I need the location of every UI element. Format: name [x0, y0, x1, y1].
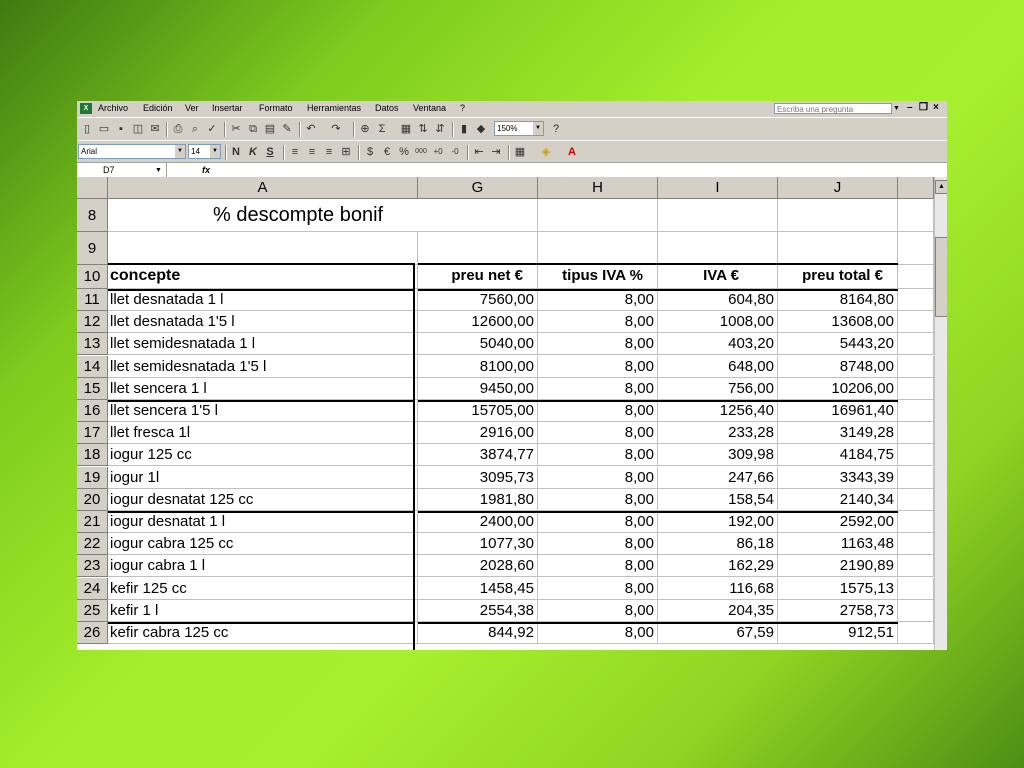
row-header[interactable]: 11 [77, 289, 108, 311]
formatting-toolbar [77, 140, 947, 163]
table-cell-j[interactable]: 16961,40 [778, 400, 898, 422]
table-cell-i[interactable]: 309,98 [658, 444, 778, 466]
table-cell-i[interactable]: 204,35 [658, 600, 778, 622]
table-cell-j[interactable]: 3343,39 [778, 467, 898, 489]
table-cell-j[interactable]: 2190,89 [778, 555, 898, 577]
border-line [108, 622, 414, 624]
header-preu-total[interactable]: preu total € [778, 265, 898, 289]
align-center-icon[interactable]: ≡ [308, 146, 316, 158]
table-cell-h[interactable]: 8,00 [538, 511, 658, 533]
border-line [418, 622, 898, 624]
name-box-dropdown-icon[interactable]: ▼ [155, 167, 162, 174]
table-cell-i[interactable]: 756,00 [658, 378, 778, 400]
table-cell-j[interactable]: 13608,00 [778, 311, 898, 333]
paste-icon[interactable]: ▤ [264, 123, 276, 135]
table-cell-h[interactable]: 8,00 [538, 600, 658, 622]
table-cell-i[interactable]: 1256,40 [658, 400, 778, 422]
table-cell-g[interactable]: 5040,00 [418, 333, 538, 355]
menu-ventana[interactable]: Ventana [413, 103, 447, 113]
font-size-select[interactable] [188, 144, 221, 159]
row-header[interactable]: 16 [77, 400, 108, 422]
thousands-icon[interactable]: 000 [415, 148, 427, 155]
column-header-k[interactable] [898, 177, 934, 199]
table-cell-i[interactable]: 403,20 [658, 333, 778, 355]
row-header[interactable]: 17 [77, 422, 108, 444]
cell-j9[interactable] [778, 232, 898, 265]
menu-ver[interactable]: Ver [185, 103, 199, 113]
redo-icon[interactable]: ↷ [331, 123, 341, 135]
table-cell-j[interactable]: 5443,20 [778, 333, 898, 355]
table-cell-j[interactable]: 1575,13 [778, 578, 898, 600]
italic-icon[interactable]: K [249, 146, 257, 158]
border-line [108, 400, 414, 402]
borders-icon[interactable]: ▦ [514, 146, 526, 158]
table-cell-a[interactable]: llet sencera 1'5 l [108, 400, 418, 422]
table-cell-h[interactable]: 8,00 [538, 333, 658, 355]
decrease-indent-icon[interactable]: ⇤ [474, 146, 484, 158]
cell-g9[interactable] [418, 232, 538, 265]
scroll-up-icon[interactable]: ▲ [935, 180, 947, 194]
table-cell-g[interactable]: 7560,00 [418, 289, 538, 311]
bold-icon[interactable]: N [232, 146, 240, 158]
cell-a9[interactable] [108, 232, 418, 265]
decrease-decimal-icon[interactable]: -0 [451, 147, 459, 156]
table-cell-a[interactable]: iogur desnatat 125 cc [108, 489, 418, 511]
table-cell-h[interactable]: 8,00 [538, 378, 658, 400]
excel-logo-icon: X [80, 103, 92, 114]
table-cell-g[interactable]: 2028,60 [418, 555, 538, 577]
table-cell-k[interactable] [898, 533, 934, 555]
table-cell-k[interactable] [898, 600, 934, 622]
table-cell-g[interactable]: 1981,80 [418, 489, 538, 511]
table-cell-a[interactable]: kefir 125 cc [108, 578, 418, 600]
table-cell-k[interactable] [898, 289, 934, 311]
cell-a8[interactable]: % descompte bonif [108, 199, 418, 232]
align-right-icon[interactable]: ≡ [325, 146, 333, 158]
menu-insertar[interactable]: Insertar [212, 103, 243, 113]
table-cell-g[interactable]: 1077,30 [418, 533, 538, 555]
font-value: Arial [81, 147, 98, 156]
vertical-border-line [413, 263, 415, 650]
table-cell-j[interactable]: 4184,75 [778, 444, 898, 466]
align-left-icon[interactable]: ≡ [291, 146, 299, 158]
cell-k9[interactable] [898, 232, 934, 265]
table-cell-a[interactable]: iogur desnatat 1 l [108, 511, 418, 533]
sort-descending-icon[interactable]: ⇵ [435, 123, 445, 135]
vertical-scrollbar[interactable] [934, 177, 947, 650]
excel-window [77, 101, 947, 650]
table-cell-k[interactable] [898, 467, 934, 489]
row-header[interactable]: 23 [77, 555, 108, 577]
currency-icon[interactable]: € [383, 146, 391, 158]
table-cell-g[interactable]: 15705,00 [418, 400, 538, 422]
close-icon[interactable]: × [933, 102, 939, 113]
table-cell-k[interactable] [898, 578, 934, 600]
row-header[interactable]: 19 [77, 467, 108, 489]
row-header[interactable]: 21 [77, 511, 108, 533]
fill-color-icon[interactable]: ◈ [541, 146, 551, 158]
font-select[interactable] [78, 144, 186, 159]
save-icon[interactable]: ▪ [119, 123, 123, 135]
autosum-icon[interactable]: Σ [378, 123, 386, 135]
font-color-icon[interactable]: A [568, 146, 576, 158]
standard-toolbar [77, 117, 947, 141]
table-cell-a[interactable]: kefir 1 l [108, 600, 418, 622]
table-cell-i[interactable]: 116,68 [658, 578, 778, 600]
header-tipus-iva[interactable]: tipus IVA % [538, 265, 658, 289]
table-cell-g[interactable]: 2916,00 [418, 422, 538, 444]
table-cell-i[interactable]: 162,29 [658, 555, 778, 577]
table-cell-g[interactable]: 12600,00 [418, 311, 538, 333]
merge-center-icon[interactable]: ⊞ [341, 146, 351, 158]
help-icon[interactable]: ? [552, 123, 560, 135]
euro-format-icon[interactable]: $ [366, 146, 374, 158]
menu-archivo[interactable]: Archivo [98, 103, 129, 113]
increase-decimal-icon[interactable]: +0 [433, 147, 443, 156]
header-concepte[interactable]: concepte [108, 265, 418, 289]
spreadsheet-grid [77, 177, 934, 650]
table-cell-a[interactable]: iogur 125 cc [108, 444, 418, 466]
table-cell-h[interactable]: 8,00 [538, 400, 658, 422]
help-dropdown-icon[interactable]: ▼ [893, 105, 900, 112]
column-header-h[interactable]: H [538, 177, 658, 199]
table-cell-h[interactable]: 8,00 [538, 467, 658, 489]
table-cell-j[interactable]: 2140,34 [778, 489, 898, 511]
border-line [418, 263, 898, 265]
table-cell-a[interactable]: iogur cabra 1 l [108, 555, 418, 577]
menu-bar [77, 101, 947, 117]
menu-herramientas[interactable]: Herramientas [307, 103, 362, 113]
cell-k10[interactable] [898, 265, 934, 289]
table-cell-g[interactable]: 844,92 [418, 622, 538, 644]
underline-icon[interactable]: S [266, 146, 274, 158]
cell-i8[interactable] [658, 199, 778, 232]
table-cell-g[interactable]: 3095,73 [418, 467, 538, 489]
function-wizard-icon[interactable]: fx [202, 165, 211, 175]
menu-formato[interactable]: Formato [259, 103, 293, 113]
table-cell-a[interactable]: llet desnatada 1 l [108, 289, 418, 311]
hyperlink-icon[interactable]: ⊕ [360, 123, 370, 135]
row-header[interactable]: 18 [77, 444, 108, 466]
column-header-j[interactable]: J [778, 177, 898, 199]
permission-icon[interactable]: ◫ [132, 123, 144, 135]
table-cell-k[interactable] [898, 422, 934, 444]
table-cell-k[interactable] [898, 444, 934, 466]
menu-edicion[interactable]: Edición [143, 103, 173, 113]
cell-h8[interactable] [538, 199, 658, 232]
format-painter-icon[interactable]: ✎ [282, 123, 292, 135]
table-cell-k[interactable] [898, 311, 934, 333]
table-cell-k[interactable] [898, 555, 934, 577]
restore-icon[interactable]: ❐ [919, 102, 928, 113]
row-header-10[interactable]: 10 [77, 265, 108, 289]
sort-ascending-icon[interactable]: ⇅ [418, 123, 428, 135]
cell-j8[interactable] [778, 199, 898, 232]
row-header[interactable]: 14 [77, 356, 108, 378]
print-preview-icon[interactable]: ⌕ [191, 123, 199, 135]
font-size-value: 14 [191, 147, 200, 156]
table-cell-k[interactable] [898, 356, 934, 378]
header-preu-net[interactable]: preu net € [418, 265, 538, 289]
table-cell-k[interactable] [898, 489, 934, 511]
table-cell-g[interactable]: 9450,00 [418, 378, 538, 400]
column-header-a[interactable]: A [108, 177, 418, 199]
table-cell-i[interactable]: 192,00 [658, 511, 778, 533]
border-line [418, 289, 898, 291]
border-line [108, 289, 414, 291]
zoom-dropdown-icon[interactable]: ▼ [533, 122, 543, 135]
row-header[interactable]: 12 [77, 311, 108, 333]
table-cell-h[interactable]: 8,00 [538, 356, 658, 378]
table-cell-h[interactable]: 8,00 [538, 622, 658, 644]
table-cell-k[interactable] [898, 400, 934, 422]
column-header-i[interactable]: I [658, 177, 778, 199]
table-cell-i[interactable]: 158,54 [658, 489, 778, 511]
table-cell-i[interactable]: 247,66 [658, 467, 778, 489]
table-cell-k[interactable] [898, 622, 934, 644]
border-line [418, 511, 898, 513]
cell-h9[interactable] [538, 232, 658, 265]
print-icon[interactable]: ⎙ [173, 123, 183, 135]
table-cell-a[interactable]: llet semidesnatada 1 l [108, 333, 418, 355]
table-cell-i[interactable]: 67,59 [658, 622, 778, 644]
cut-icon[interactable]: ✂ [231, 123, 241, 135]
row-header[interactable]: 20 [77, 489, 108, 511]
percent-icon[interactable]: % [399, 146, 409, 158]
table-cell-a[interactable]: llet sencera 1 l [108, 378, 418, 400]
table-cell-g[interactable]: 2400,00 [418, 511, 538, 533]
table-cell-a[interactable]: llet semidesnatada 1'5 l [108, 356, 418, 378]
table-cell-g[interactable]: 2554,38 [418, 600, 538, 622]
table-cell-h[interactable]: 8,00 [538, 311, 658, 333]
row-header-8[interactable]: 8 [77, 199, 108, 232]
table-cell-h[interactable]: 8,00 [538, 555, 658, 577]
table-cell-j[interactable]: 10206,00 [778, 378, 898, 400]
table-cell-g[interactable]: 3874,77 [418, 444, 538, 466]
spelling-icon[interactable]: ✓ [207, 123, 217, 135]
table-cell-k[interactable] [898, 378, 934, 400]
header-iva[interactable]: IVA € [658, 265, 778, 289]
border-line [108, 263, 414, 265]
column-header-g[interactable]: G [418, 177, 538, 199]
undo-icon[interactable]: ↶ [306, 123, 316, 135]
zoom-select[interactable] [494, 121, 544, 136]
table-cell-a[interactable]: kefir cabra 125 cc [108, 622, 418, 644]
table-cell-j[interactable]: 8164,80 [778, 289, 898, 311]
border-line [108, 511, 414, 513]
table-cell-i[interactable]: 604,80 [658, 289, 778, 311]
table-cell-i[interactable]: 233,28 [658, 422, 778, 444]
table-cell-a[interactable]: iogur cabra 125 cc [108, 533, 418, 555]
table-cell-i[interactable]: 1008,00 [658, 311, 778, 333]
table-cell-k[interactable] [898, 333, 934, 355]
drawing-icon[interactable]: ◆ [476, 123, 486, 135]
email-icon[interactable]: ✉ [150, 123, 160, 135]
table-cell-k[interactable] [898, 511, 934, 533]
row-header[interactable]: 15 [77, 378, 108, 400]
table-cell-h[interactable]: 8,00 [538, 289, 658, 311]
font-size-dropdown-icon[interactable]: ▼ [210, 145, 220, 158]
new-icon[interactable]: ▯ [83, 123, 91, 135]
table-cell-j[interactable]: 912,51 [778, 622, 898, 644]
name-box-value: D7 [103, 165, 115, 175]
table-cell-j[interactable]: 8748,00 [778, 356, 898, 378]
table-cell-h[interactable]: 8,00 [538, 444, 658, 466]
table-cell-g[interactable]: 8100,00 [418, 356, 538, 378]
table-cell-j[interactable]: 2592,00 [778, 511, 898, 533]
minimize-icon[interactable]: – [907, 102, 913, 113]
table-cell-h[interactable]: 8,00 [538, 489, 658, 511]
cell-k8[interactable] [898, 199, 934, 232]
open-icon[interactable]: ▭ [98, 123, 110, 135]
row-header[interactable]: 24 [77, 578, 108, 600]
table-cell-h[interactable]: 8,00 [538, 578, 658, 600]
table-cell-h[interactable]: 8,00 [538, 422, 658, 444]
table-cell-j[interactable]: 3149,28 [778, 422, 898, 444]
select-all-corner[interactable] [77, 177, 108, 199]
row-header[interactable]: 13 [77, 333, 108, 355]
table-cell-a[interactable]: iogur 1l [108, 467, 418, 489]
formula-bar [77, 162, 947, 178]
zoom-value: 150% [497, 124, 518, 133]
table-cell-h[interactable]: 8,00 [538, 533, 658, 555]
help-search-input[interactable]: Escriba una pregunta [774, 103, 892, 114]
menu-help[interactable]: ? [460, 103, 466, 113]
row-header-9[interactable]: 9 [77, 232, 108, 265]
cell-g8[interactable] [418, 199, 538, 232]
menu-datos[interactable]: Datos [375, 103, 399, 113]
table-cell-j[interactable]: 2758,73 [778, 600, 898, 622]
copy-icon[interactable]: ⧉ [249, 123, 257, 135]
table-cell-g[interactable]: 1458,45 [418, 578, 538, 600]
function-icon[interactable]: ▦ [400, 123, 412, 135]
increase-indent-icon[interactable]: ⇥ [491, 146, 501, 158]
table-cell-i[interactable]: 86,18 [658, 533, 778, 555]
scroll-thumb[interactable] [935, 237, 947, 317]
border-line [418, 400, 898, 402]
cell-i9[interactable] [658, 232, 778, 265]
chart-wizard-icon[interactable]: ▮ [460, 123, 468, 135]
row-header[interactable]: 26 [77, 622, 108, 644]
table-cell-a[interactable]: llet desnatada 1'5 l [108, 311, 418, 333]
table-cell-i[interactable]: 648,00 [658, 356, 778, 378]
table-cell-j[interactable]: 1163,48 [778, 533, 898, 555]
row-header[interactable]: 22 [77, 533, 108, 555]
name-box[interactable] [77, 163, 167, 178]
row-header[interactable]: 25 [77, 600, 108, 622]
font-dropdown-icon[interactable]: ▼ [175, 145, 185, 158]
table-cell-a[interactable]: llet fresca 1l [108, 422, 418, 444]
